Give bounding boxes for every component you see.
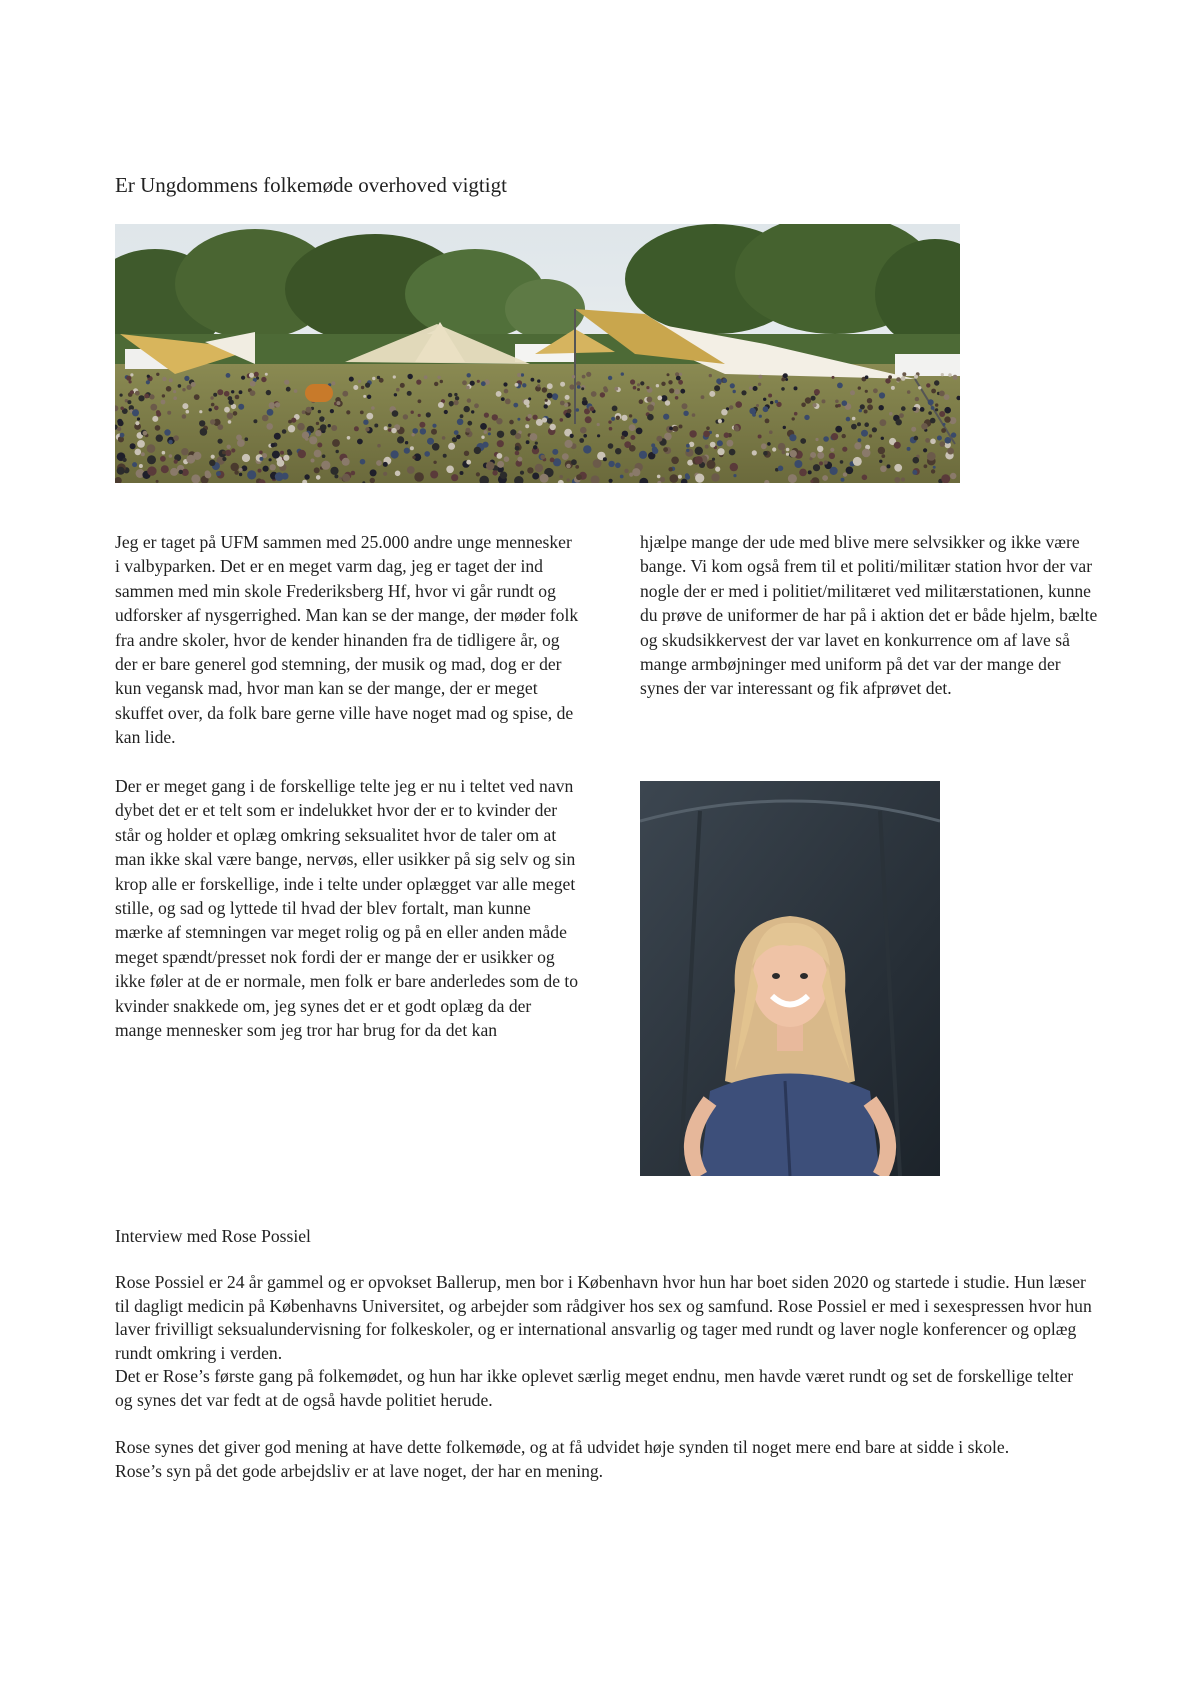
article-right-column	[640, 530, 1100, 701]
paragraph: Det er Rose’s første gang på folkemødet, og hun har ikke oplevet særlig meget endnu, men havde været rundt og set de forskellige telter og synes det var fedt at de også havde politiet herude.	[115, 1366, 1074, 1410]
paragraph: Der er meget gang i de forskellige telte jeg er nu i teltet ved navn dybet det er et telt som er indelukket hvor der er to kvinder der står og holder et oplæg omkring seksualitet hvor de taler om at man ikke skal være bange, nervøs, eller usikker på sig selv og sin krop alle er forskellige, inde i telte under oplægget var alle meget stille, og sad og lyttede til hvad der blev fortalt, man kunne mærke af stemningen var meget rolig og på en eller anden måde meget spændt/presset nok fordi der er mange der er usikker og ikke føler at de er normale, men folk er bare anderledes som de to kvinder snakkede om, jeg synes det er et godt oplæg da der mange mennesker som jeg tror har brug for da det kan	[115, 776, 579, 1041]
paragraph: Rose Possiel er 24 år gammel og er opvokset Ballerup, men bor i København hvor hun har boet siden 2020 og startede i studie. Hun læser til dagligt medicin på Københavns Universitet, og arbejder som rådgiver hos sex og samfund. Rose Possiel er med i sexespressen hvor hun laver frivilligt seksualundervisning for folkeskoler, og er international ansvarlig og tager med rundt og laver nogle konferencer og oplæg rundt omkring i verden.	[115, 1272, 1092, 1363]
paragraph: Jeg er taget på UFM sammen med 25.000 andre unge mennesker i valbyparken. Det er en meget varm dag, jeg er taget der ind sammen med min skole Frederiksberg Hf, hvor vi går rundt og udforsker af nysgerrighed. Man kan se der mange, der møder folk fra andre skoler, hvor de kender hinanden fra de tidligere år, og der er bare generel god stemning, der musik og mad, dog er der kun vegansk mad, hvor man kan se der mange, der er meget skuffet over, da folk bare gerne ville have noget mad og spise, de kan lide.	[115, 532, 579, 748]
festival-photo	[115, 224, 960, 483]
paragraph: Rose’s syn på det gode arbejdsliv er at lave noget, der har en mening.	[115, 1460, 604, 1481]
interview-heading: Interview med Rose Possiel	[115, 1226, 311, 1246]
article-title: Er Ungdommens folkemøde overhoved vigtigt	[115, 173, 507, 197]
paragraph: hjælpe mange der ude med blive mere selvsikker og ikke være bange. Vi kom også frem til et politi/militær station hvor der var nogle der er med i politiet/militæret ved militærstationen, kunne du prøve de uniformer de har på i aktion det er både hjelm, bælte og skudsikkervest der var lavet en konkurrence om af lave så mange armbøjninger med uniform på det var der mange der synes der var interessant og fik afprøvet det.	[640, 532, 1098, 699]
paragraph: Rose synes det giver god mening at have dette folkemøde, og at få udvidet høje synden til noget mere end bare at sidde i skole.	[115, 1437, 1010, 1458]
interview-body	[115, 1271, 1095, 1483]
rose-possiel-photo	[640, 781, 940, 1176]
article-left-column	[115, 530, 580, 1043]
portrait-photo-smiling-woman-icon	[640, 781, 940, 1176]
festival-tents-crowd-photo-icon	[115, 224, 960, 483]
